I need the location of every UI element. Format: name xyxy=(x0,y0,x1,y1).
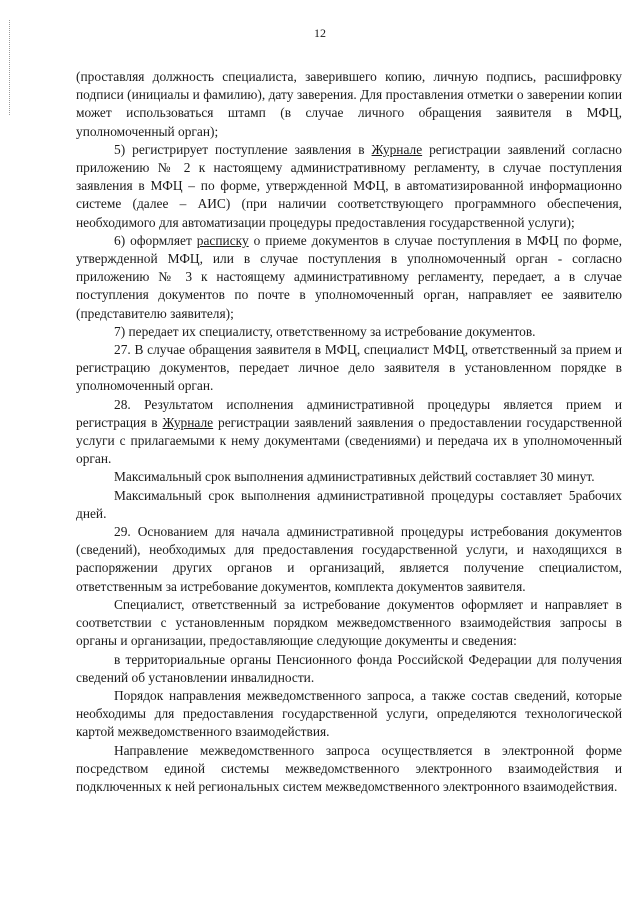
journal-reference: Журнале xyxy=(371,141,423,157)
paragraph-electronic-request: Направление межведомственного запроса осуществляется в электронной форме посредством единой системы межведомственного электронного взаимодействия и подключенных к ней региональных систем межведомственного электронного взаимодействия. xyxy=(76,742,622,794)
paragraph-29: 29. Основанием для начала административной процедуры истребования документов (сведений), необходимых для предоставления государственной услуги, и находящихся в распоряжении других органов и организаций, является получение специалистом, ответственным за истребование документов, комплекта документов заявителя. xyxy=(76,524,622,594)
document-body xyxy=(76,68,622,796)
journal-reference: Журнале xyxy=(162,414,214,430)
paragraph-request-order: Порядок направления межведомственного запроса, а также состав сведений, которые необходимы для предоставления государственной услуги, определяются технологической картой межведомственного взаимодействия. xyxy=(76,687,622,740)
paragraph-item-6: 6) оформляет расписку о приеме документов в случае поступления в МФЦ по форме, утвержденной МФЦ, или в случае поступления в уполномоченный орган - согласно приложению № 3 к настоящему административному регламенту, передает, а в случае поступления документов по почте в уполномоченный орган, направляет ее заявителю (представителю заявителя); xyxy=(76,232,622,321)
paragraph-27: 27. В случае обращения заявителя в МФЦ, специалист МФЦ, ответственный за прием и регистрацию документов, передает личное дело заявителя в установленном порядке в уполномоченный орган. xyxy=(76,342,622,394)
paragraph-item-7: 7) передает их специалисту, ответственному за истребование документов. xyxy=(114,323,536,339)
paragraph-pension-fund: в территориальные органы Пенсионного фонда Российской Федерации для получения сведений об установлении инвалидности. xyxy=(76,651,622,685)
paragraph-max-time-actions: Максимальный срок выполнения административных действий составляет 30 минут. xyxy=(114,469,595,485)
paragraph-28: 28. Результатом исполнения административной процедуры является прием и регистрация в Журнале регистрации заявлений заявления о предоставлении государственной услуги с прилагаемыми к нему документами (сведениями) и передача их в уполномоченный орган. xyxy=(76,396,622,467)
receipt-reference: расписку xyxy=(196,232,249,248)
paragraph-item-5: 5) регистрирует поступление заявления в Журнале регистрации заявлений согласно приложению № 2 к настоящему административному регламенту, в случае поступления заявления в МФЦ – по форме, утвержденной МФЦ, в автоматизированной информационно системе (далее – АИС) (при наличии соответствующего программного обеспечения, необходимого для автоматизации процедуры предоставления государственной услуги); xyxy=(76,141,623,230)
paragraph-max-time-procedure: Максимальный срок выполнения административной процедуры составляет 5рабочих дней. xyxy=(76,487,622,521)
paragraph-specialist-requests: Специалист, ответственный за истребование документов оформляет и направляет в соответствии с установленным порядком межведомственного взаимодействия запросы в органы и организации, предоставляющие следующие документы и сведения: xyxy=(76,596,622,649)
paragraph-certification: (проставляя должность специалиста, заверившего копию, личную подпись, расшифровку подписи (инициалы и фамилию), дату заверения. Для проставления отметки о заверении копии может использоваться штамп (в случае личного обращения заявителя в МФЦ, уполномоченный орган); xyxy=(76,69,622,139)
page-number: 12 xyxy=(314,26,326,40)
